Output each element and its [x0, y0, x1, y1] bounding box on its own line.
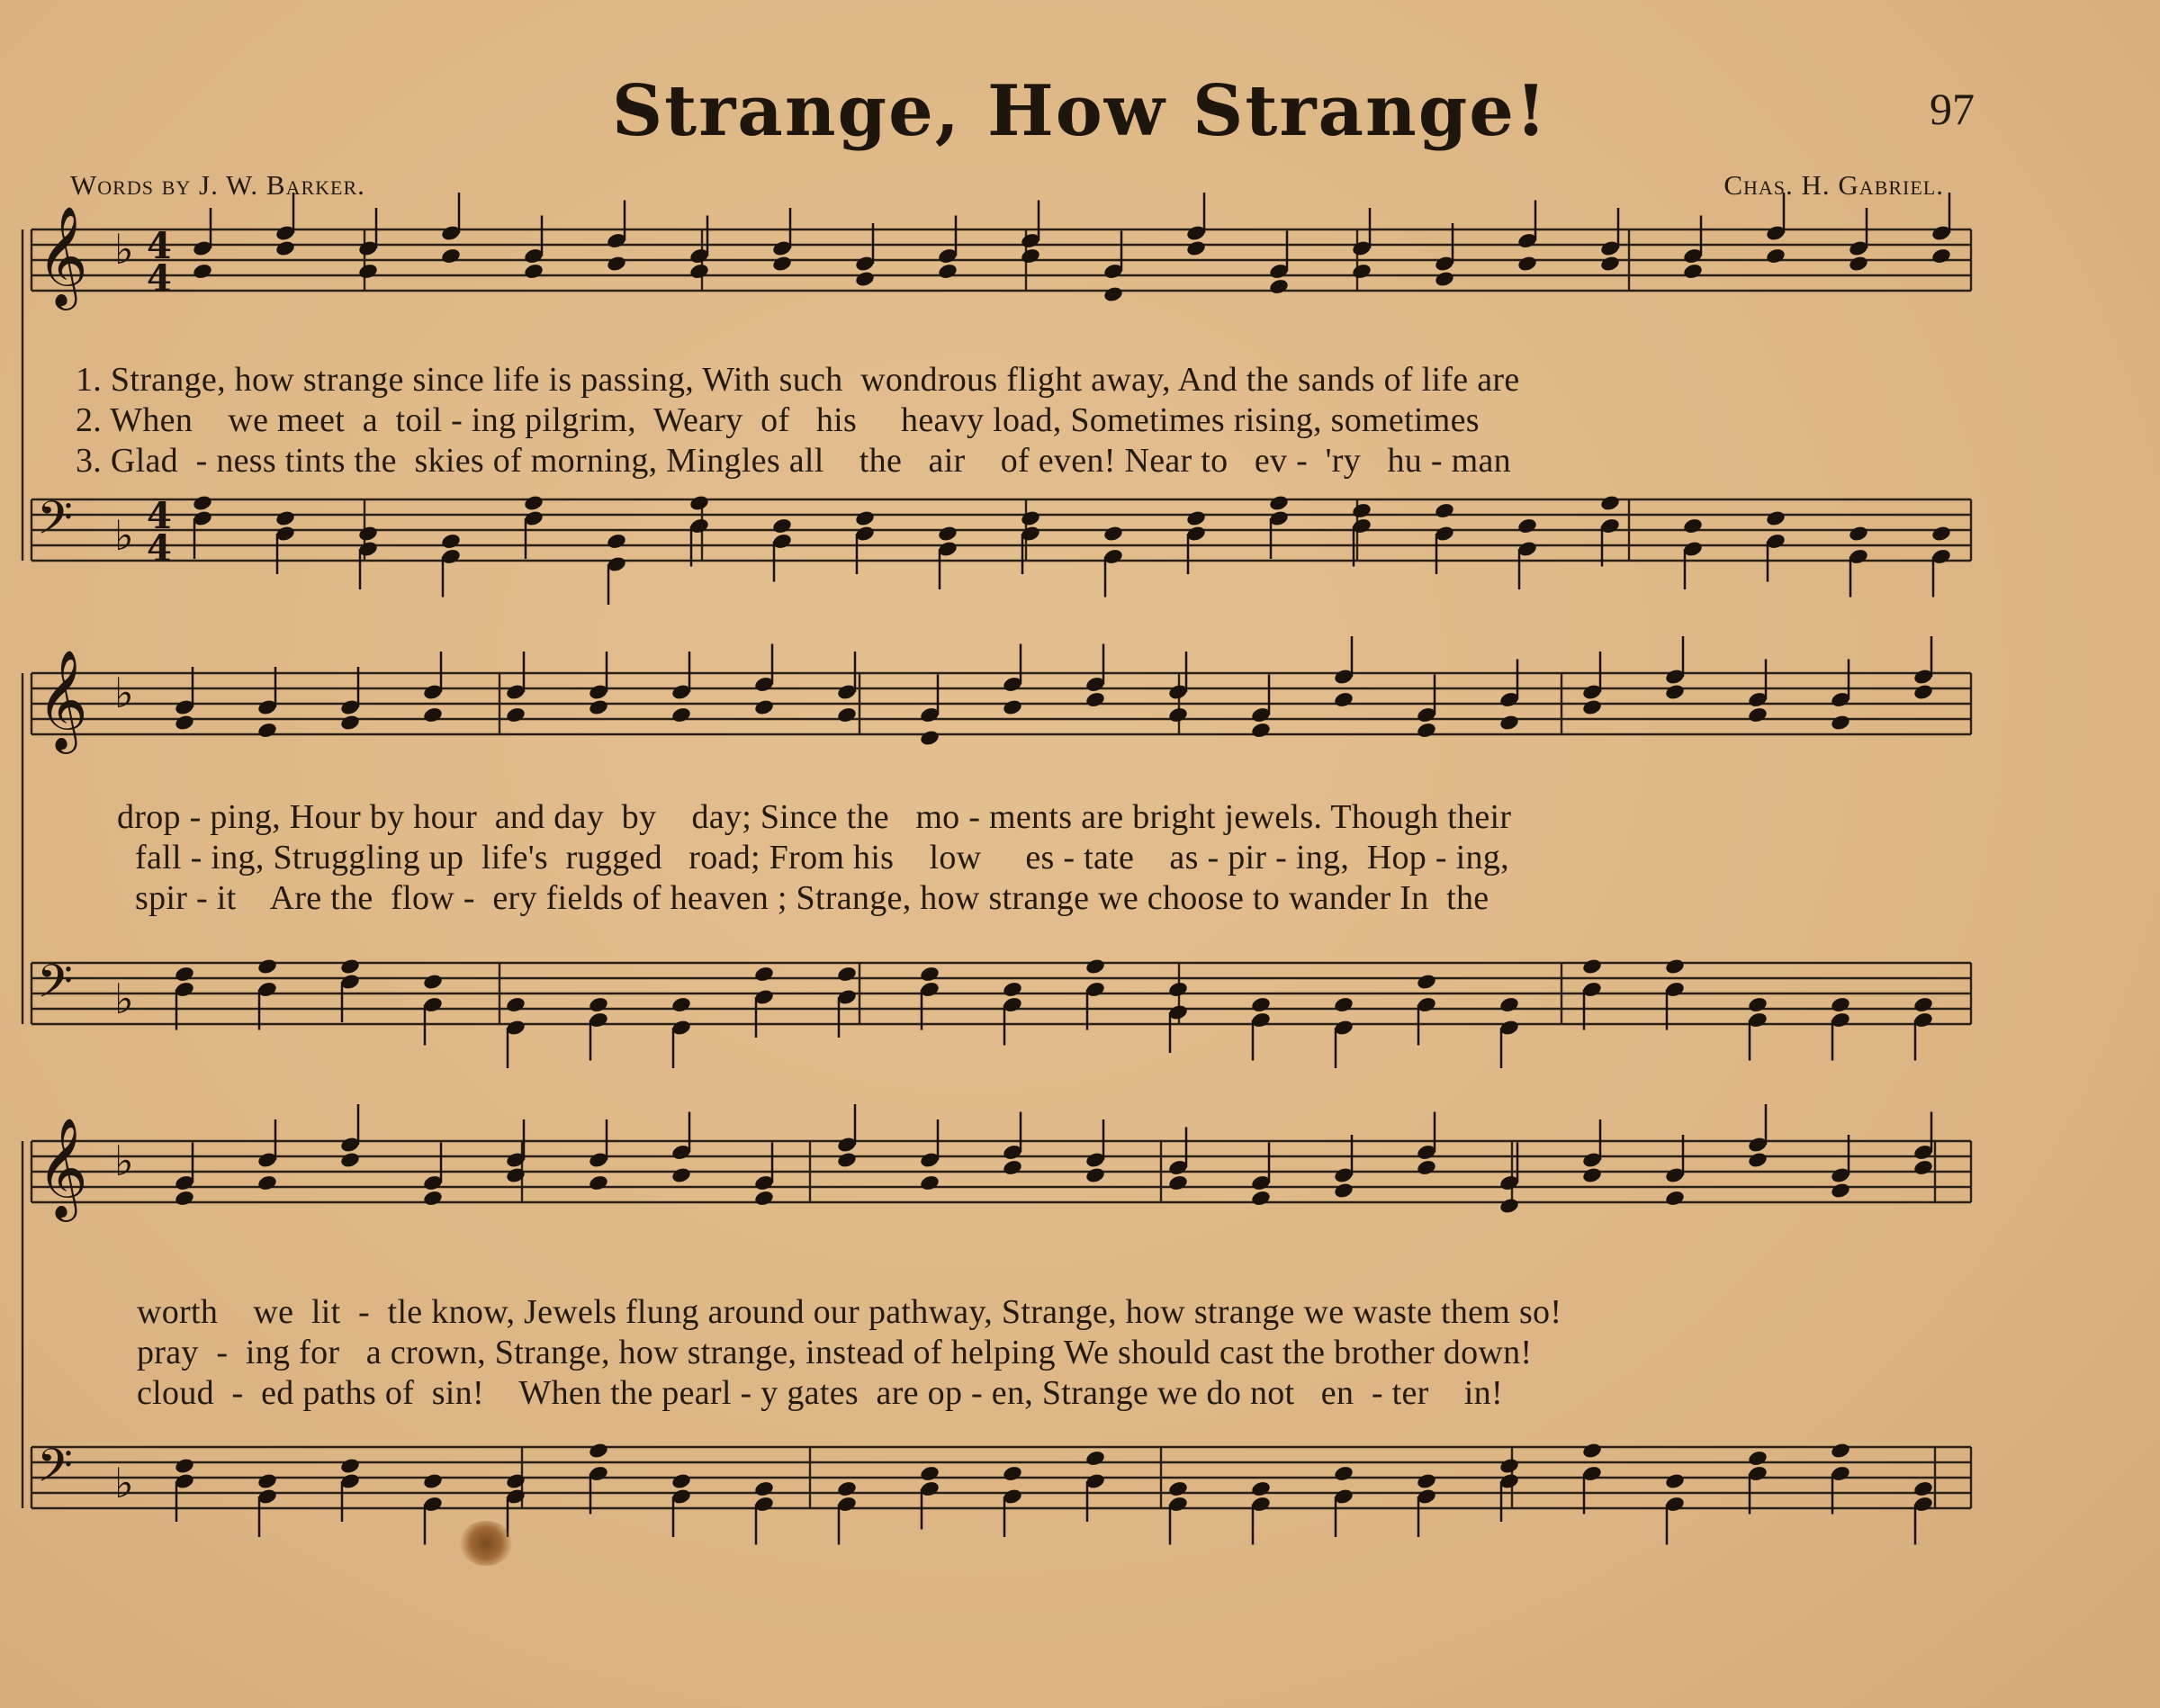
- flat-key-signature: ♭: [114, 975, 134, 1023]
- note-head: [274, 509, 296, 527]
- note-head: [1102, 525, 1124, 543]
- note-head: [1185, 239, 1207, 257]
- note-head: [1930, 247, 1952, 265]
- note-head: [1185, 509, 1207, 527]
- note-head: [588, 996, 609, 1014]
- note-head: [339, 714, 361, 732]
- note-head: [753, 966, 775, 984]
- note-head: [1250, 1190, 1272, 1208]
- note-head: [1498, 714, 1520, 732]
- treble-clef: 𝄞: [37, 649, 88, 750]
- note-head: [919, 1465, 940, 1483]
- note-head: [192, 494, 213, 512]
- note-head: [1084, 691, 1106, 709]
- note-head: [1250, 722, 1272, 740]
- note-head: [753, 698, 775, 716]
- note-head: [1664, 683, 1686, 701]
- note-head: [256, 722, 278, 740]
- note-head: [1333, 996, 1354, 1014]
- music-credit: Chas. H. Gabriel.: [1724, 169, 1944, 201]
- note-head: [1930, 525, 1952, 543]
- note-head: [1830, 996, 1851, 1014]
- note-head: [1498, 1197, 1520, 1215]
- note-head: [1747, 996, 1768, 1014]
- lyric-line-2-3: spir - it Are the flow - ery fields of heaven ; Strange, how strange we choose to wander In the: [135, 879, 1490, 917]
- time-signature-top: 4: [147, 495, 172, 537]
- note-head: [1599, 255, 1621, 273]
- note-head: [523, 263, 544, 281]
- note-head: [1020, 509, 1041, 527]
- note-head: [1333, 691, 1354, 709]
- flat-key-signature: ♭: [114, 669, 134, 717]
- note-head: [1351, 263, 1372, 281]
- note-head: [1002, 1465, 1023, 1483]
- lyric-line-2-1: drop - ping, Hour by hour and day by day; Since the mo - ments are bright jewels. Though their: [117, 798, 1512, 836]
- note-head: [670, 996, 692, 1014]
- note-head: [1002, 1159, 1023, 1177]
- hymn-title: Strange, How Strange!: [611, 70, 1549, 152]
- page-stain: [459, 1521, 513, 1566]
- note-head: [1682, 517, 1704, 535]
- flat-key-signature: ♭: [114, 511, 134, 560]
- note-head: [440, 533, 462, 551]
- note-head: [339, 957, 361, 975]
- note-head: [505, 706, 526, 724]
- note-head: [1581, 1442, 1603, 1460]
- note-head: [588, 1174, 609, 1192]
- note-head: [1167, 706, 1189, 724]
- note-head: [1848, 255, 1869, 273]
- note-head: [1912, 1159, 1934, 1177]
- note-head: [1747, 706, 1768, 724]
- treble-clef: 𝄞: [37, 1117, 88, 1218]
- note-head: [440, 247, 462, 265]
- note-head: [1682, 263, 1704, 281]
- time-signature-bottom: 4: [147, 257, 172, 300]
- note-head: [588, 1442, 609, 1460]
- note-head: [771, 517, 793, 535]
- note-head: [1747, 1151, 1768, 1169]
- note-head: [937, 263, 958, 281]
- note-head: [670, 1166, 692, 1184]
- note-head: [1250, 1480, 1272, 1498]
- note-head: [836, 1151, 858, 1169]
- note-head: [1599, 494, 1621, 512]
- note-head: [1498, 1457, 1520, 1475]
- note-head: [505, 996, 526, 1014]
- note-head: [1581, 957, 1603, 975]
- bass-clef: 𝄢: [37, 1438, 73, 1504]
- note-head: [1830, 714, 1851, 732]
- note-head: [1434, 502, 1455, 520]
- words-credit: Words by J. W. Barker.: [70, 169, 365, 201]
- time-signature-top: 4: [147, 225, 172, 267]
- note-head: [1912, 1480, 1934, 1498]
- note-head: [1084, 1166, 1106, 1184]
- note-head: [1830, 1442, 1851, 1460]
- note-head: [1664, 1190, 1686, 1208]
- note-head: [505, 1472, 526, 1490]
- note-head: [919, 966, 940, 984]
- note-head: [339, 1457, 361, 1475]
- note-head: [1516, 255, 1538, 273]
- lyric-line-3-3: cloud - ed paths of sin! When the pearl - y gates are op - en, Strange we do not en - ter in!: [137, 1374, 1503, 1412]
- note-head: [836, 966, 858, 984]
- note-head: [670, 1472, 692, 1490]
- note-head: [1664, 1472, 1686, 1490]
- note-head: [1765, 247, 1786, 265]
- note-head: [1002, 981, 1023, 999]
- note-head: [1268, 494, 1290, 512]
- note-head: [1581, 698, 1603, 716]
- note-head: [937, 525, 958, 543]
- note-head: [1830, 1182, 1851, 1200]
- note-head: [523, 494, 544, 512]
- bass-clef: 𝄢: [37, 490, 73, 556]
- note-head: [919, 1174, 940, 1192]
- lyric-line-1-1: 1. Strange, how strange since life is passing, With such wondrous flight away, And the sands of life are: [76, 361, 1520, 399]
- flat-key-signature: ♭: [114, 225, 134, 274]
- note-head: [422, 1190, 444, 1208]
- lyric-line-1-2: 2. When we meet a toil - ing pilgrim, Weary of his heavy load, Sometimes rising, sometimes: [76, 401, 1480, 439]
- note-head: [357, 263, 379, 281]
- note-head: [1765, 509, 1786, 527]
- note-head: [688, 494, 710, 512]
- note-head: [1581, 1166, 1603, 1184]
- lyric-line-1-3: 3. Glad - ness tints the skies of morning, Mingles all the air of even! Near to ev - 'ry hu - man: [76, 442, 1511, 480]
- note-head: [1333, 1465, 1354, 1483]
- note-head: [1416, 722, 1437, 740]
- note-head: [753, 1190, 775, 1208]
- note-head: [1084, 957, 1106, 975]
- note-head: [1848, 525, 1869, 543]
- note-head: [1167, 1480, 1189, 1498]
- note-head: [919, 729, 940, 747]
- note-head: [854, 270, 876, 288]
- note-head: [256, 957, 278, 975]
- note-head: [1102, 285, 1124, 303]
- note-head: [1434, 270, 1455, 288]
- note-head: [670, 706, 692, 724]
- note-head: [357, 525, 379, 543]
- lyric-line-3-2: pray - ing for a crown, Strange, how strange, instead of helping We should cast the brother down!: [137, 1334, 1533, 1371]
- treble-clef: 𝄞: [37, 205, 88, 306]
- note-head: [1351, 502, 1372, 520]
- note-head: [1250, 996, 1272, 1014]
- note-head: [274, 239, 296, 257]
- note-head: [174, 966, 195, 984]
- note-head: [588, 698, 609, 716]
- bass-clef: 𝄢: [37, 954, 73, 1020]
- note-head: [174, 1190, 195, 1208]
- note-head: [1020, 247, 1041, 265]
- note-head: [339, 1151, 361, 1169]
- lyric-line-3-1: worth we lit - tle know, Jewels flung around our pathway, Strange, how strange we waste them so!: [137, 1293, 1562, 1331]
- note-head: [1333, 1182, 1354, 1200]
- note-head: [256, 1472, 278, 1490]
- note-head: [1516, 517, 1538, 535]
- note-head: [1912, 683, 1934, 701]
- note-head: [854, 509, 876, 527]
- note-head: [1664, 957, 1686, 975]
- note-head: [1167, 981, 1189, 999]
- page-number: 97: [1930, 84, 1975, 134]
- note-head: [1498, 996, 1520, 1014]
- note-head: [1002, 698, 1023, 716]
- note-head: [1268, 278, 1290, 296]
- note-head: [1416, 1472, 1437, 1490]
- note-head: [1416, 1159, 1437, 1177]
- note-head: [422, 973, 444, 991]
- note-head: [256, 1174, 278, 1192]
- flat-key-signature: ♭: [114, 1459, 134, 1507]
- note-head: [1747, 1450, 1768, 1468]
- note-head: [836, 706, 858, 724]
- note-head: [836, 1480, 858, 1498]
- note-head: [174, 1457, 195, 1475]
- note-head: [505, 1166, 526, 1184]
- flat-key-signature: ♭: [114, 1137, 134, 1185]
- note-head: [192, 263, 213, 281]
- note-head: [606, 255, 627, 273]
- note-head: [753, 1480, 775, 1498]
- note-head: [1084, 1450, 1106, 1468]
- lyric-line-2-2: fall - ing, Struggling up life's rugged road; From his low es - tate as - pir - ing, Hop - ing,: [135, 839, 1509, 876]
- time-signature-bottom: 4: [147, 527, 172, 570]
- note-head: [422, 706, 444, 724]
- note-head: [422, 1472, 444, 1490]
- note-head: [606, 533, 627, 551]
- note-head: [174, 714, 195, 732]
- note-head: [1416, 973, 1437, 991]
- note-head: [688, 263, 710, 281]
- note-head: [1912, 996, 1934, 1014]
- note-head: [1167, 1174, 1189, 1192]
- note-head: [771, 255, 793, 273]
